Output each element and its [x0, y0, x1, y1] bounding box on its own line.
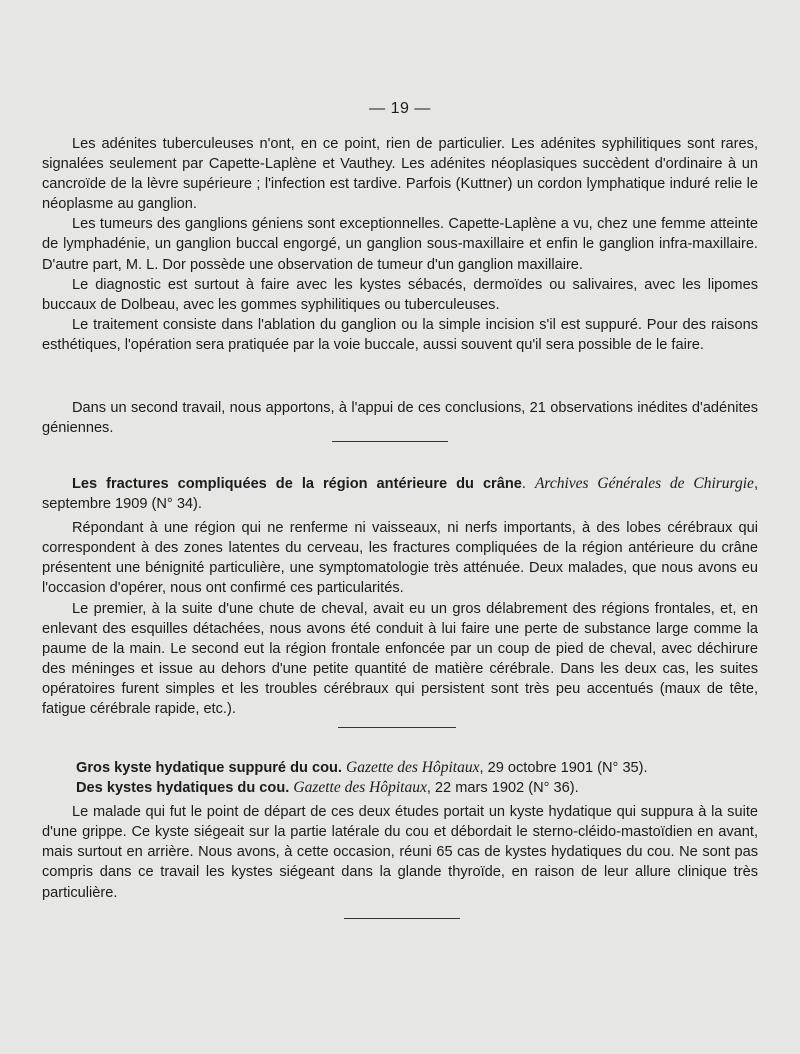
paragraph: Dans un second travail, nous apportons, à l'appui de ces conclusions, 21 observations inédites d'adénites géniennes. — [42, 400, 758, 437]
journal-name: Archives Générales de Chirurgie — [534, 475, 754, 492]
section-adenites-closing — [42, 398, 758, 438]
paragraph: Le diagnostic est surtout à faire avec les kystes sébacés, dermoïdes ou salivaires, avec les lipomes buccaux de Dolbeau, avec les gommes syphilitiques ou tuberculeuses. — [42, 276, 758, 313]
paragraph: Le malade qui fut le point de départ de ces deux études portait un kyste hydatique qui suppura à la suite d'une grippe. Ce kyste siégeait sur la partie latérale du cou et débordait le sterno-cléido-mastoïdien en avant, mais surtout en arrière. Nous avons, à cette occasion, réuni 65 cas de kystes hydatiques du cou. Ne sont pas compris dans ce travail les kystes siégeant dans la glande thyroïde, en raison de leur allure clinique très particulière. — [42, 804, 758, 901]
paragraph: Répondant à une région qui ne renferme ni vaisseaux, ni nerfs importants, à des lobes cérébraux qui correspondent à des zones latentes du cerveau, les fractures compliquées de la région antérieure du crâne présentent une bénignité particulière, une symptomatologie très atténuée. Deux malades, que nous avons eu l'occasion d'opérer, nous ont confirmé ces particularités. — [42, 520, 758, 597]
heading-title: Des kystes hydatiques du cou. — [76, 780, 290, 797]
section-heading — [42, 474, 758, 514]
journal-name: Gazette des Hôpitaux — [293, 779, 427, 797]
citation: , septembre 1909 (N° 34). — [42, 476, 758, 513]
section-divider — [338, 727, 456, 728]
heading-separator: . — [521, 476, 535, 492]
section-adenites-body — [42, 134, 758, 355]
heading-title: Les fractures compliquées de la région antérieure du crâne — [72, 476, 522, 492]
section-divider — [332, 441, 448, 442]
paragraph: Les adénites tuberculeuses n'ont, en ce point, rien de particulier. Les adénites syphilitiques sont rares, signalées seulement par Capette-Laplène et Vauthey. Les adénites néoplasiques succèdent d'ordinaire à un cancroïde de la lèvre supérieure ; l'infection est tardive. Parfois (Kuttner) un cordon lymphatique induré relie le néoplasme au ganglion. — [42, 136, 758, 213]
section-divider — [344, 918, 460, 919]
journal-name: Gazette des Hôpitaux — [346, 759, 480, 776]
section-heading — [46, 778, 758, 798]
paragraph: Les tumeurs des ganglions géniens sont exceptionnelles. Capette-Laplène a vu, chez une femme atteinte de lymphadénie, un ganglion buccal engorgé, un ganglion sous-maxillaire et enfin le ganglion infra-maxillaire. D'autre part, M. L. Dor possède une observation de tumeur d'un ganglion maxillaire. — [42, 216, 758, 273]
citation: , 29 octobre 1901 (N° 35). — [479, 760, 648, 776]
page-number: — 19 — — [369, 100, 431, 117]
section-fractures — [42, 474, 758, 719]
paragraph: Le premier, à la suite d'une chute de cheval, avait eu un gros délabrement des régions frontales, et, en enlevant des esquilles détachées, nous avons été conduit à lui faire une perte de substance large comme la paume de la main. Le second eut la région frontale enfoncée par un coup de pied de cheval, avec déchirure des méninges et issue au dehors d'une petite quantité de matière cérébrale. Dans les deux cas, les suites opératoires furent simples et les troubles cérébraux qui persistent sont très peu accentués (maux de tête, fatigue cérébrale rapide, etc.). — [42, 600, 758, 718]
section-heading — [46, 758, 758, 778]
heading-title: Gros kyste hydatique suppuré du cou. — [76, 760, 342, 776]
section-kystes — [42, 758, 758, 903]
paragraph: Le traitement consiste dans l'ablation du ganglion ou la simple incision s'il est suppuré. Pour des raisons esthétiques, l'opération sera pratiquée par la voie buccale, aussi souvent qu'il sera possible de le faire. — [42, 316, 758, 353]
citation: , 22 mars 1902 (N° 36). — [426, 780, 579, 797]
